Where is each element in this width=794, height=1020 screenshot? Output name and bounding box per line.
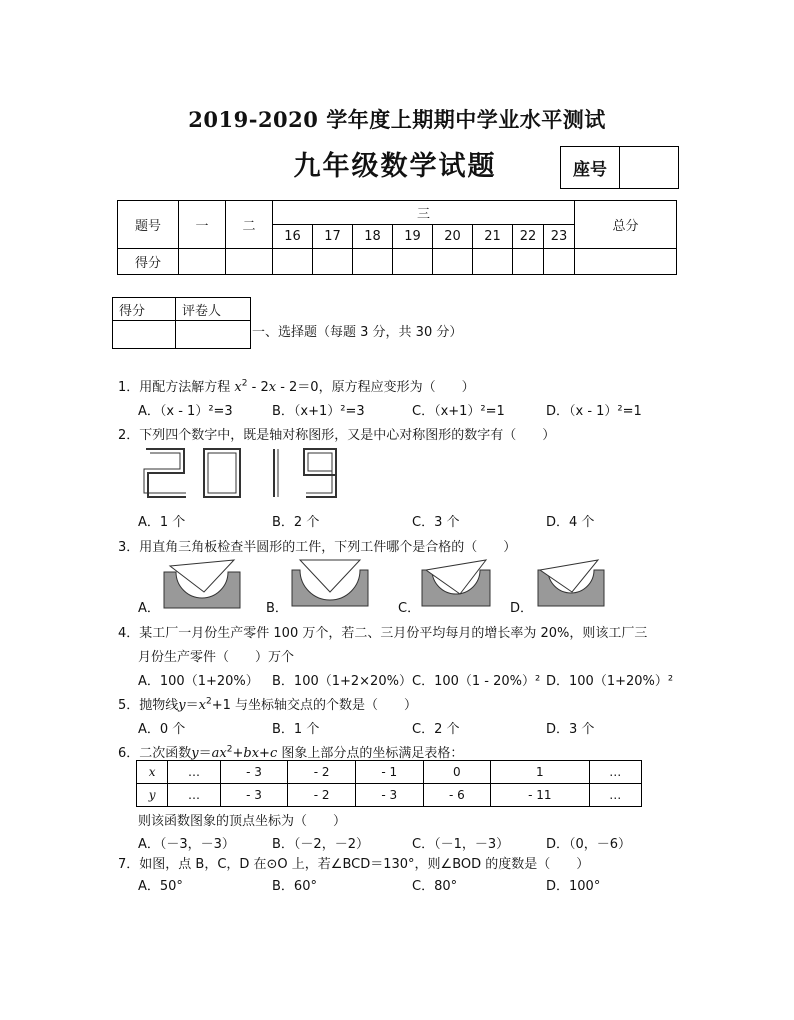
- table-cell: - 3: [220, 761, 288, 784]
- total-label: 总分: [575, 201, 677, 249]
- q6-stem-b: 图象上部分点的坐标满足表格：: [281, 746, 464, 761]
- question-7: 7．如图，点 B，C，D 在⊙O 上，若∠BCD＝130°，则∠BOD 的度数是（ ）: [118, 857, 590, 872]
- q2-option-b[interactable]: B．2 个: [272, 515, 320, 530]
- q3-option-d[interactable]: D．: [510, 601, 534, 616]
- q3-option-b[interactable]: B．: [266, 601, 288, 616]
- workpiece-figure-a: [162, 558, 242, 610]
- col-q22: 22: [513, 225, 544, 249]
- q1-stem-b: ，原方程应变形为（ ）: [318, 380, 475, 395]
- grader-table: [112, 297, 251, 349]
- q4-option-d[interactable]: D．100（1+20%）²: [546, 674, 674, 689]
- q4-option-b[interactable]: B．100（1+2×20%）: [272, 674, 412, 689]
- q5-option-a[interactable]: A．0 个: [138, 722, 186, 737]
- q7-option-a[interactable]: A．50°: [138, 879, 183, 894]
- question-2: 2．下列四个数字中，既是轴对称图形，又是中心对称图形的数字有（ ）: [118, 428, 556, 443]
- score-table: [117, 200, 677, 275]
- q2-option-c[interactable]: C．3 个: [412, 515, 460, 530]
- col-part-three: 三: [273, 201, 575, 225]
- score-cell[interactable]: [226, 249, 273, 275]
- q6-option-a[interactable]: A．（－3，－3）: [138, 837, 235, 852]
- table-cell: …: [168, 784, 220, 807]
- q5-stem-b: 与坐标轴交点的个数是（ ）: [235, 698, 418, 713]
- table-cell: - 3: [355, 784, 423, 807]
- q6-option-d[interactable]: D．（0，－6）: [546, 837, 632, 852]
- col-part-two: 二: [226, 201, 273, 249]
- workpiece-figure-d: [536, 556, 606, 608]
- col-q20: 20: [433, 225, 473, 249]
- exam-title: 2019-2020 学年度上期期中学业水平测试: [188, 107, 606, 132]
- q5-option-d[interactable]: D．3 个: [546, 722, 595, 737]
- seat-label: 座号: [561, 147, 620, 188]
- table-cell: - 11: [491, 784, 589, 807]
- table-cell: 0: [423, 761, 491, 784]
- table-cell: 1: [491, 761, 589, 784]
- col-q16: 16: [273, 225, 313, 249]
- score-cell[interactable]: [433, 249, 473, 275]
- q3-option-a[interactable]: A．: [138, 601, 160, 616]
- score-row-label: 得分: [118, 249, 179, 275]
- table-cell: …: [589, 761, 641, 784]
- x-header: x: [137, 761, 168, 784]
- q1-equation: $x^2 - 2x - 2=0$: [234, 378, 319, 395]
- q6-followup: 则该函数图象的顶点坐标为（ ）: [138, 814, 347, 829]
- table-cell: - 1: [355, 761, 423, 784]
- score-cell[interactable]: [544, 249, 575, 275]
- grader-name-cell[interactable]: [176, 321, 251, 349]
- q6-option-b[interactable]: B．（－2，－2）: [272, 837, 369, 852]
- table-cell: - 2: [288, 784, 356, 807]
- q4-option-c[interactable]: C．100（1 - 20%）²: [412, 674, 541, 689]
- q1-option-d[interactable]: D．（x - 1）²=1: [546, 404, 642, 419]
- seat-value[interactable]: [620, 147, 678, 188]
- question-3: 3．用直角三角板检查半圆形的工件，下列工件哪个是合格的（ ）: [118, 540, 517, 555]
- table-cell: - 3: [220, 784, 288, 807]
- q5-equation: $y=x^2+1$: [178, 696, 236, 713]
- grader-score-label: 得分: [113, 298, 176, 321]
- q6-option-c[interactable]: C．（－1，－3）: [412, 837, 510, 852]
- score-cell[interactable]: [179, 249, 226, 275]
- score-cell[interactable]: [513, 249, 544, 275]
- q1-stem-a: 1．用配方法解方程: [118, 380, 231, 395]
- q7-option-b[interactable]: B．60°: [272, 879, 317, 894]
- question-4-line2: 月份生产零件（ ）万个: [138, 650, 295, 665]
- q6-value-table: [136, 760, 642, 807]
- q7-option-d[interactable]: D．100°: [546, 879, 601, 894]
- workpiece-figure-b: [290, 556, 370, 608]
- col-q18: 18: [353, 225, 393, 249]
- question-5: [118, 694, 417, 713]
- section-heading: 一、选择题（每题 3 分，共 30 分）: [252, 325, 463, 340]
- q1-option-b[interactable]: B．（x+1）²=3: [272, 404, 365, 419]
- question-number-label: 题号: [118, 201, 179, 249]
- y-header: y: [137, 784, 168, 807]
- grader-name-label: 评卷人: [176, 298, 251, 321]
- q2-option-d[interactable]: D．4 个: [546, 515, 595, 530]
- q5-option-b[interactable]: B．1 个: [272, 722, 320, 737]
- col-q19: 19: [393, 225, 433, 249]
- col-q23: 23: [544, 225, 575, 249]
- table-cell: …: [168, 761, 220, 784]
- q5-option-c[interactable]: C．2 个: [412, 722, 460, 737]
- question-6: [118, 742, 463, 761]
- score-cell[interactable]: [575, 249, 677, 275]
- col-q21: 21: [473, 225, 513, 249]
- score-cell[interactable]: [273, 249, 313, 275]
- q1-option-c[interactable]: C．（x+1）²=1: [412, 404, 505, 419]
- q6-stem-a: 6．二次函数: [118, 746, 192, 761]
- table-cell: - 2: [288, 761, 356, 784]
- score-cell[interactable]: [313, 249, 353, 275]
- question-4-line1: 4．某工厂一月份生产零件 100 万个，若二、三月份平均每月的增长率为 20%，则该工厂三: [118, 626, 648, 641]
- seat-number-box: [560, 146, 679, 189]
- q4-option-a[interactable]: A．100（1+20%）: [138, 674, 259, 689]
- digits-2019-figure: [140, 445, 340, 501]
- table-cell: …: [589, 784, 641, 807]
- col-q17: 17: [313, 225, 353, 249]
- grader-score-cell[interactable]: [113, 321, 176, 349]
- workpiece-figure-c: [420, 556, 492, 608]
- q2-option-a[interactable]: A．1 个: [138, 515, 186, 530]
- q5-stem-a: 5．抛物线: [118, 698, 179, 713]
- score-cell[interactable]: [353, 249, 393, 275]
- q6-equation: $y=ax^2+bx+c$: [191, 744, 278, 761]
- col-part-one: 一: [179, 201, 226, 249]
- score-cell[interactable]: [473, 249, 513, 275]
- q7-option-c[interactable]: C．80°: [412, 879, 458, 894]
- question-1: [118, 376, 475, 395]
- q1-option-a[interactable]: A．（x - 1）²=3: [138, 404, 233, 419]
- score-cell[interactable]: [393, 249, 433, 275]
- exam-subtitle: 九年级数学试题: [293, 151, 497, 182]
- q3-option-c[interactable]: C．: [398, 601, 421, 616]
- table-cell: - 6: [423, 784, 491, 807]
